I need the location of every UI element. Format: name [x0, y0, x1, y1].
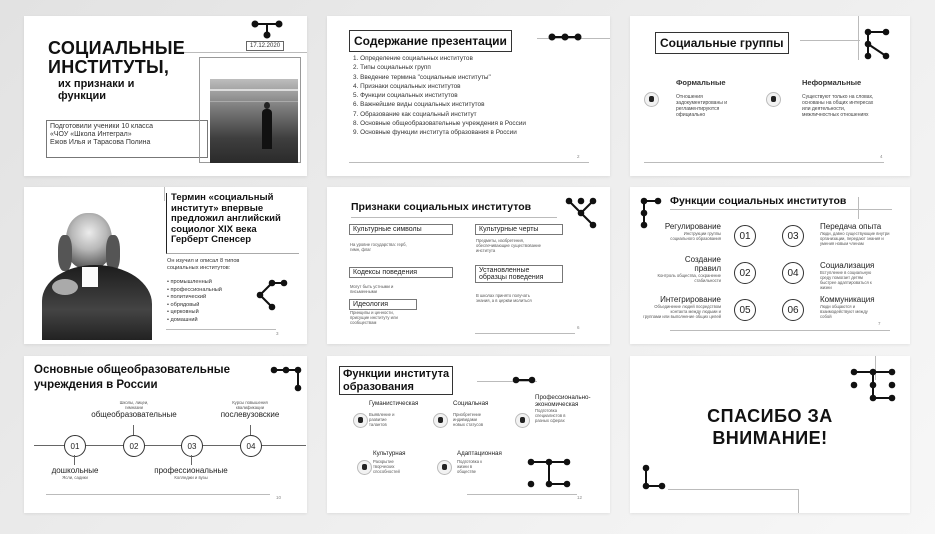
people-icon [644, 92, 659, 107]
edu-function-professional: Профессионально- экономическая Подготовка специалистов в разных сферах [535, 394, 591, 423]
institution-number: 04 [240, 435, 262, 457]
page-number: 4 [880, 154, 883, 159]
social-icon [433, 413, 448, 428]
page-number: 2 [577, 154, 580, 159]
list-item: • домашний [167, 317, 222, 325]
institution-type-4: Курсы повышения квалификации послевузовские [220, 400, 280, 419]
function-right-2: Социализация Вступление в социальную среду помогает детям быстрее адаптироваться к жизни [820, 261, 875, 290]
feature-desc: На уровне государства: герб, гимн, флаг [350, 242, 407, 252]
function-number: 03 [782, 225, 804, 247]
authors-line-3: Ежов Илья и Тарасова Полина [50, 139, 151, 146]
institution-type-1: дошкольные Ясли, садики [51, 466, 99, 480]
spencer-intro: Он изучил и описал 8 типов социальных институтов: [167, 258, 240, 271]
function-number: 02 [734, 262, 756, 284]
list-item: • профессиональный [167, 287, 222, 295]
cultural-icon [357, 460, 372, 475]
slide-thanks[interactable] [630, 356, 910, 513]
contents-item[interactable]: 7. Образование как социальный институт [353, 110, 477, 118]
slide-title[interactable] [24, 16, 307, 176]
function-number: 05 [734, 299, 756, 321]
contents-item[interactable]: 4. Признаки социальных институтов [353, 82, 461, 90]
dots-decoration-icon [848, 366, 898, 404]
function-left-2: Создание правил Контроль общества, сохранение стабильности [657, 255, 721, 283]
institution-types-list [167, 279, 222, 324]
thanks-line-1: СПАСИБО ЗА [707, 406, 833, 426]
page-number: 12 [577, 495, 583, 500]
dots-decoration-icon [249, 18, 285, 40]
institutions-title-2: учреждения в России [34, 379, 158, 391]
function-left-1: Регулирование Инструкции группы социального образования [664, 222, 721, 241]
dots-decoration-icon [525, 456, 573, 490]
audience-photo [210, 79, 298, 163]
group-chat-icon [766, 92, 781, 107]
slide-social-groups[interactable] [630, 16, 910, 176]
authors-box [46, 120, 208, 158]
institutions-title-1: Основные общеобразовательные [34, 364, 230, 376]
contents-item[interactable]: 9. Основные функции института образования в России [353, 129, 517, 137]
informal-title: Неформальные [802, 78, 862, 87]
page-number: 10 [276, 495, 282, 500]
page-number: 3 [276, 331, 279, 336]
function-number: 04 [782, 262, 804, 284]
feature-desc: Принципы и ценности, присущие институту или сообществам [350, 310, 398, 325]
function-number: 06 [782, 299, 804, 321]
feature-box: Установленные образцы поведения [475, 265, 563, 283]
dots-decoration-icon [254, 277, 290, 313]
feature-desc: В школах принято получать знания, а в церкви молиться [476, 293, 532, 303]
professional-icon [515, 413, 530, 428]
dots-decoration-icon [268, 364, 304, 394]
contents-item[interactable]: 5. Функции социальных институтов [353, 92, 458, 100]
title-line-2: ИНСТИТУТЫ, [48, 57, 170, 77]
slide-features[interactable] [327, 187, 610, 344]
function-left-3: Интегрирование Объединение людей посредством контакта между людьми и группами или выполнение общих целей [643, 295, 721, 319]
function-right-1: Передача опыта Люди, давно существующие внутри организации, передают знания и умения новым членам [820, 222, 890, 246]
page-number: 7 [878, 321, 881, 326]
groups-title: Социальные группы [660, 36, 784, 50]
slide-contents[interactable] [327, 16, 610, 176]
feature-box: Культурные черты [475, 224, 563, 235]
slide-spencer[interactable] [24, 187, 307, 344]
adaptation-icon [437, 460, 452, 475]
authors-line-1: Подготовили ученики 10 класса [50, 123, 154, 130]
contents-list [353, 54, 526, 138]
contents-item[interactable]: 6. Важнейшие виды социальных институтов [353, 101, 485, 109]
feature-desc: Могут быть устными и письменными [350, 284, 394, 294]
authors-line-2: «ЧОУ «Школа Интеграл» [50, 131, 132, 138]
slide-functions[interactable] [630, 187, 910, 344]
list-item: • церковный [167, 309, 222, 317]
dots-decoration-icon [563, 195, 599, 231]
date-badge: 17.12.2020 [246, 41, 284, 51]
contents-item[interactable]: 1. Определение социальных институтов [353, 55, 473, 62]
institution-number: 02 [123, 435, 145, 457]
dots-decoration-icon [638, 195, 664, 231]
features-title: Признаки социальных институтов [351, 201, 532, 213]
function-number: 01 [734, 225, 756, 247]
dots-decoration-icon [862, 26, 892, 62]
institution-type-3: профессиональные Колледжи и вузы [154, 466, 228, 480]
list-item: • промышленный [167, 279, 222, 287]
feature-box: Культурные символы [349, 224, 453, 235]
slide-education-functions[interactable] [327, 356, 610, 513]
feature-box: Кодексы поведения [349, 267, 453, 278]
edu-function-cultural: Культурная Раскрытие творческих способностей [373, 450, 406, 474]
function-right-3: Коммуникация Люди общаются и взаимодействуют между собой [820, 295, 875, 319]
groups-title-box [655, 32, 789, 54]
humanistic-icon [353, 413, 368, 428]
contents-title-box [349, 30, 512, 52]
thanks-line-2: ВНИМАНИЕ! [712, 428, 828, 448]
feature-desc: Предметы, изобретения, обеспечивающие существование института [476, 238, 541, 253]
subtitle-line-2: функции [58, 90, 107, 102]
edu-function-social: Социальная Приобретение индивидами новых статусов [453, 400, 489, 427]
institution-type-2: Школы, лицеи, гимназии общеобразовательные [91, 400, 177, 419]
contents-item[interactable]: 2. Типы социальных групп [353, 64, 431, 72]
page-number: 6 [577, 325, 580, 330]
slide-institutions[interactable] [24, 356, 307, 513]
edu-function-adaptation: Адаптационная Подготовка к жизни в обществе [457, 450, 502, 474]
spencer-portrait [28, 205, 160, 340]
contents-title: Содержание презентации [354, 34, 507, 48]
contents-item[interactable]: 8. Основные общеобразовательные учреждения в России [353, 120, 526, 128]
list-item: • обрядовый [167, 302, 222, 310]
spencer-heading-box: Термин «социальный институт» впервые предложил английский социолог XIX века Герберт Спенсер [166, 193, 299, 254]
dots-decoration-icon [640, 462, 668, 492]
institution-number: 03 [181, 435, 203, 457]
contents-item[interactable]: 3. Введение термина "социальные институты" [353, 73, 491, 81]
education-title-box: Функции института образования [339, 366, 453, 395]
dots-decoration-icon [547, 32, 583, 42]
institution-number: 01 [64, 435, 86, 457]
title-line-1: СОЦИАЛЬНЫЕ [48, 38, 186, 58]
formal-title: Формальные [676, 78, 726, 87]
formal-text: Отношения задокументированы и регламентируются официально [676, 94, 728, 118]
list-item: • политический [167, 294, 222, 302]
functions-title: Функции социальных институтов [670, 195, 847, 207]
feature-box: Идеология [349, 299, 417, 310]
informal-text: Существуют только на словах, основаны на общих интересах или деятельности, межличностных отношениях [802, 94, 874, 118]
dots-decoration-icon [511, 374, 537, 386]
edu-function-humanistic: Гуманистическая Выявление и развитие талантов [369, 400, 419, 427]
subtitle-line-1: их признаки и [58, 78, 135, 90]
